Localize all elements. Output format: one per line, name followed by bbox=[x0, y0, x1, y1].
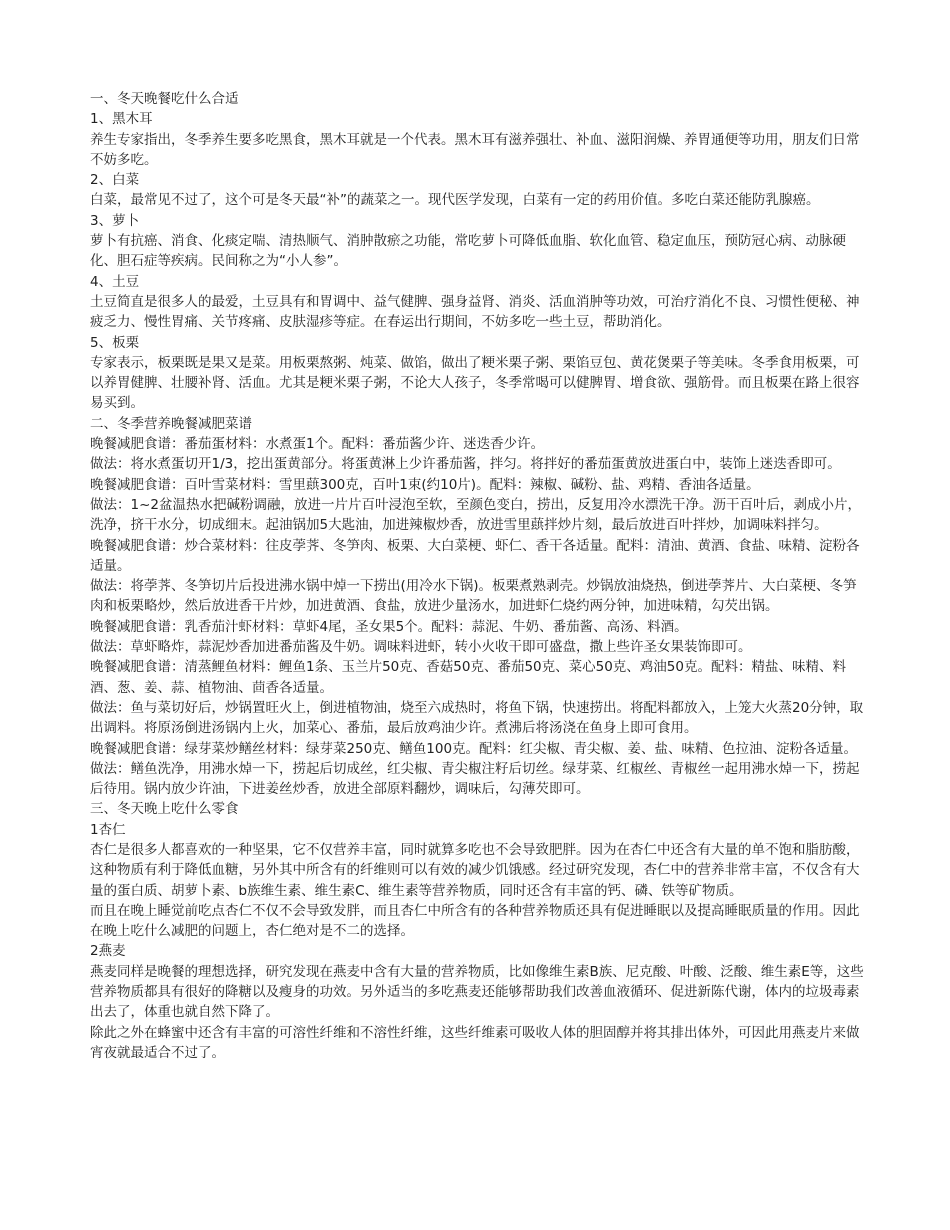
text-line: 做法：1~2盆温热水把碱粉调融，放进一片片百叶浸泡至软，至颜色变白，捞出，反复用冷水漂洗干净。沥干百叶后，剥成小片，洗净，挤干水分，切成细末。起油锅加5大匙油，加进辣椒炒香，放进雪里蕻拌炒片刻，最后放进百叶拌炒，加调味料拌匀。 bbox=[90, 496, 861, 534]
text-line: 杏仁是很多人都喜欢的一种坚果，它不仅营养丰富，同时就算多吃也不会导致肥胖。因为在杏仁中还含有大量的单不饱和脂肪酸，这种物质有利于降低血糖，另外其中所含有的纤维则可以有效的减少饥饿感。经过研究发现，杏仁中的营养非常丰富，不仅含有大量的蛋白质、胡萝卜素、b族维生素、维生素C、维生素等营养物质，同时还含有丰富的钙、磷、铁等矿物质。 bbox=[90, 841, 860, 899]
text-line: 晚餐减肥食谱：绿芽菜炒鳝丝材料：绿芽菜250克、鳝鱼100克。配料：红尖椒、青尖椒、姜、盐、味精、色拉油、淀粉各适量。 bbox=[90, 740, 858, 757]
text-line: 做法：将荸荠、冬笋切片后投进沸水锅中焯一下捞出(用冷水下锅)。板栗煮熟剥壳。炒锅放油烧热，倒进荸荠片、大白菜梗、冬笋肉和板栗略炒，然后放进香干片炒，加进黄酒、食盐，放进少量汤水，加进虾仁烧约两分钟，加进味精，勾芡出锅。 bbox=[90, 578, 857, 615]
text-line: 专家表示，板栗既是果又是菜。用板栗熬粥、炖菜、做馅，做出了粳米栗子粥、栗馅豆包、黄花煲栗子等美味。冬季食用板栗，可以养胃健脾、壮腰补肾、活血。尤其是粳米栗子粥，不论大人孩子，冬季常喝可以健脾胃、增食欲、强筋骨。而且板栗在路上很容易买到。 bbox=[90, 354, 860, 412]
text-line: 白菜，最常见不过了，这个可是冬天最“补”的蔬菜之一。现代医学发现，白菜有一定的药用价值。多吃白菜还能防乳腺癌。 bbox=[90, 192, 820, 209]
text-line: 二、冬季营养晚餐减肥菜谱 bbox=[90, 415, 252, 432]
text-line: 除此之外在蜂蜜中还含有丰富的可溶性纤维和不溶性纤维，这些纤维素可吸收人体的胆固醇并将其排出体外，可因此用燕麦片来做宵夜就最适合不过了。 bbox=[90, 1024, 860, 1061]
text-line: 1杏仁 bbox=[90, 821, 126, 838]
text-line: 晚餐减肥食谱：炒合菜材料：往皮荸荠、冬笋肉、板栗、大白菜梗、虾仁、香干各适量。配料：清油、黄酒、食盐、味精、淀粉各适量。 bbox=[90, 537, 860, 574]
text-line: 做法：草虾略炸，蒜泥炒香加进番茄酱及牛奶。调味料进虾，转小火收干即可盛盘，撒上些许圣女果装饰即可。 bbox=[90, 639, 752, 656]
text-line: 3、萝卜 bbox=[90, 212, 140, 229]
article-body bbox=[90, 89, 870, 1063]
text-line: 晚餐减肥食谱：百叶雪菜材料：雪里蕻300克，百叶1束(约10片)。配料：辣椒、碱粉、盐、鸡精、香油各适量。 bbox=[90, 476, 760, 493]
text-line: 萝卜有抗癌、消食、化痰定喘、清热顺气、消肿散瘀之功能，常吃萝卜可降低血脂、软化血管、稳定血压，预防冠心病、动脉硬化、胆石症等疾病。民间称之为“小人参”。 bbox=[90, 233, 846, 270]
text-line: 1、黑木耳 bbox=[90, 111, 153, 128]
text-line: 晚餐减肥食谱：番茄蛋材料：水煮蛋1个。配料：番茄酱少许、迷迭香少许。 bbox=[90, 436, 545, 453]
text-line: 一、冬天晚餐吃什么合适 bbox=[90, 91, 239, 107]
text-line: 做法：将水煮蛋切开1/3，挖出蛋黄部分。将蛋黄淋上少许番茄酱，拌匀。将拌好的番茄蛋黄放进蛋白中，装饰上迷迭香即可。 bbox=[90, 456, 841, 473]
text-line: 4、土豆 bbox=[90, 273, 140, 290]
text-line: 5、板栗 bbox=[90, 334, 140, 351]
text-line: 做法：鱼与菜切好后，炒锅置旺火上，倒进植物油，烧至六成热时，将鱼下锅，快速捞出。将配料都放入，上笼大火蒸20分钟，取出调料。将原汤倒进汤锅内上火，加菜心、番茄，最后放鸡油少许。煮沸后将汤浇在鱼身上即可食用。 bbox=[90, 699, 864, 737]
text-line: 三、冬天晚上吃什么零食 bbox=[90, 801, 239, 818]
text-line: 晚餐减肥食谱：乳香茄汁虾材料：草虾4尾，圣女果5个。配料：蒜泥、牛奶、番茄酱、高汤、料酒。 bbox=[90, 618, 688, 635]
text-line: 做法：鳝鱼洗净，用沸水焯一下，捞起后切成丝，红尖椒、青尖椒注籽后切丝。绿芽菜、红椒丝、青椒丝一起用沸水焯一下，捞起后待用。锅内放少许油，下进姜丝炒香，放进全部原料翻炒，调味后，勾薄芡即可。 bbox=[90, 760, 860, 798]
text-line: 2燕麦 bbox=[90, 943, 126, 960]
text-line: 土豆简直是很多人的最爱，土豆具有和胃调中、益气健脾、强身益肾、消炎、活血消肿等功效，可治疗消化不良、习惯性便秘、神疲乏力、慢性胃痛、关节疼痛、皮肤湿疹等症。在春运出行期间，不妨多吃一些土豆，帮助消化。 bbox=[90, 293, 860, 331]
text-line: 燕麦同样是晚餐的理想选择，研究发现在燕麦中含有大量的营养物质，比如像维生素B族、尼克酸、叶酸、泛酸、维生素E等，这些营养物质都具有很好的降糖以及瘦身的功效。另外适当的多吃燕麦还能够帮助我们改善血液循环、促进新陈代谢，体内的垃圾毒素出去了，体重也就自然下降了。 bbox=[90, 963, 864, 1021]
text-line: 养生专家指出，冬季养生要多吃黑食，黑木耳就是一个代表。黑木耳有滋养强壮、补血、滋阳润燥、养胃通便等功用，朋友们日常不妨多吃。 bbox=[90, 131, 860, 168]
text-line: 晚餐减肥食谱：清蒸鲤鱼材料：鲤鱼1条、玉兰片50克、香菇50克、番茄50克、菜心50克、鸡油50克。配料：精盐、味精、料酒、葱、姜、蒜、植物油、茴香各适量。 bbox=[90, 659, 846, 696]
text-line: 2、白菜 bbox=[90, 172, 140, 189]
text-line: 而且在晚上睡觉前吃点杏仁不仅不会导致发胖，而且杏仁中所含有的各种营养物质还具有促进睡眠以及提高睡眠质量的作用。因此在晚上吃什么减肥的问题上，杏仁绝对是不二的选择。 bbox=[90, 902, 860, 940]
